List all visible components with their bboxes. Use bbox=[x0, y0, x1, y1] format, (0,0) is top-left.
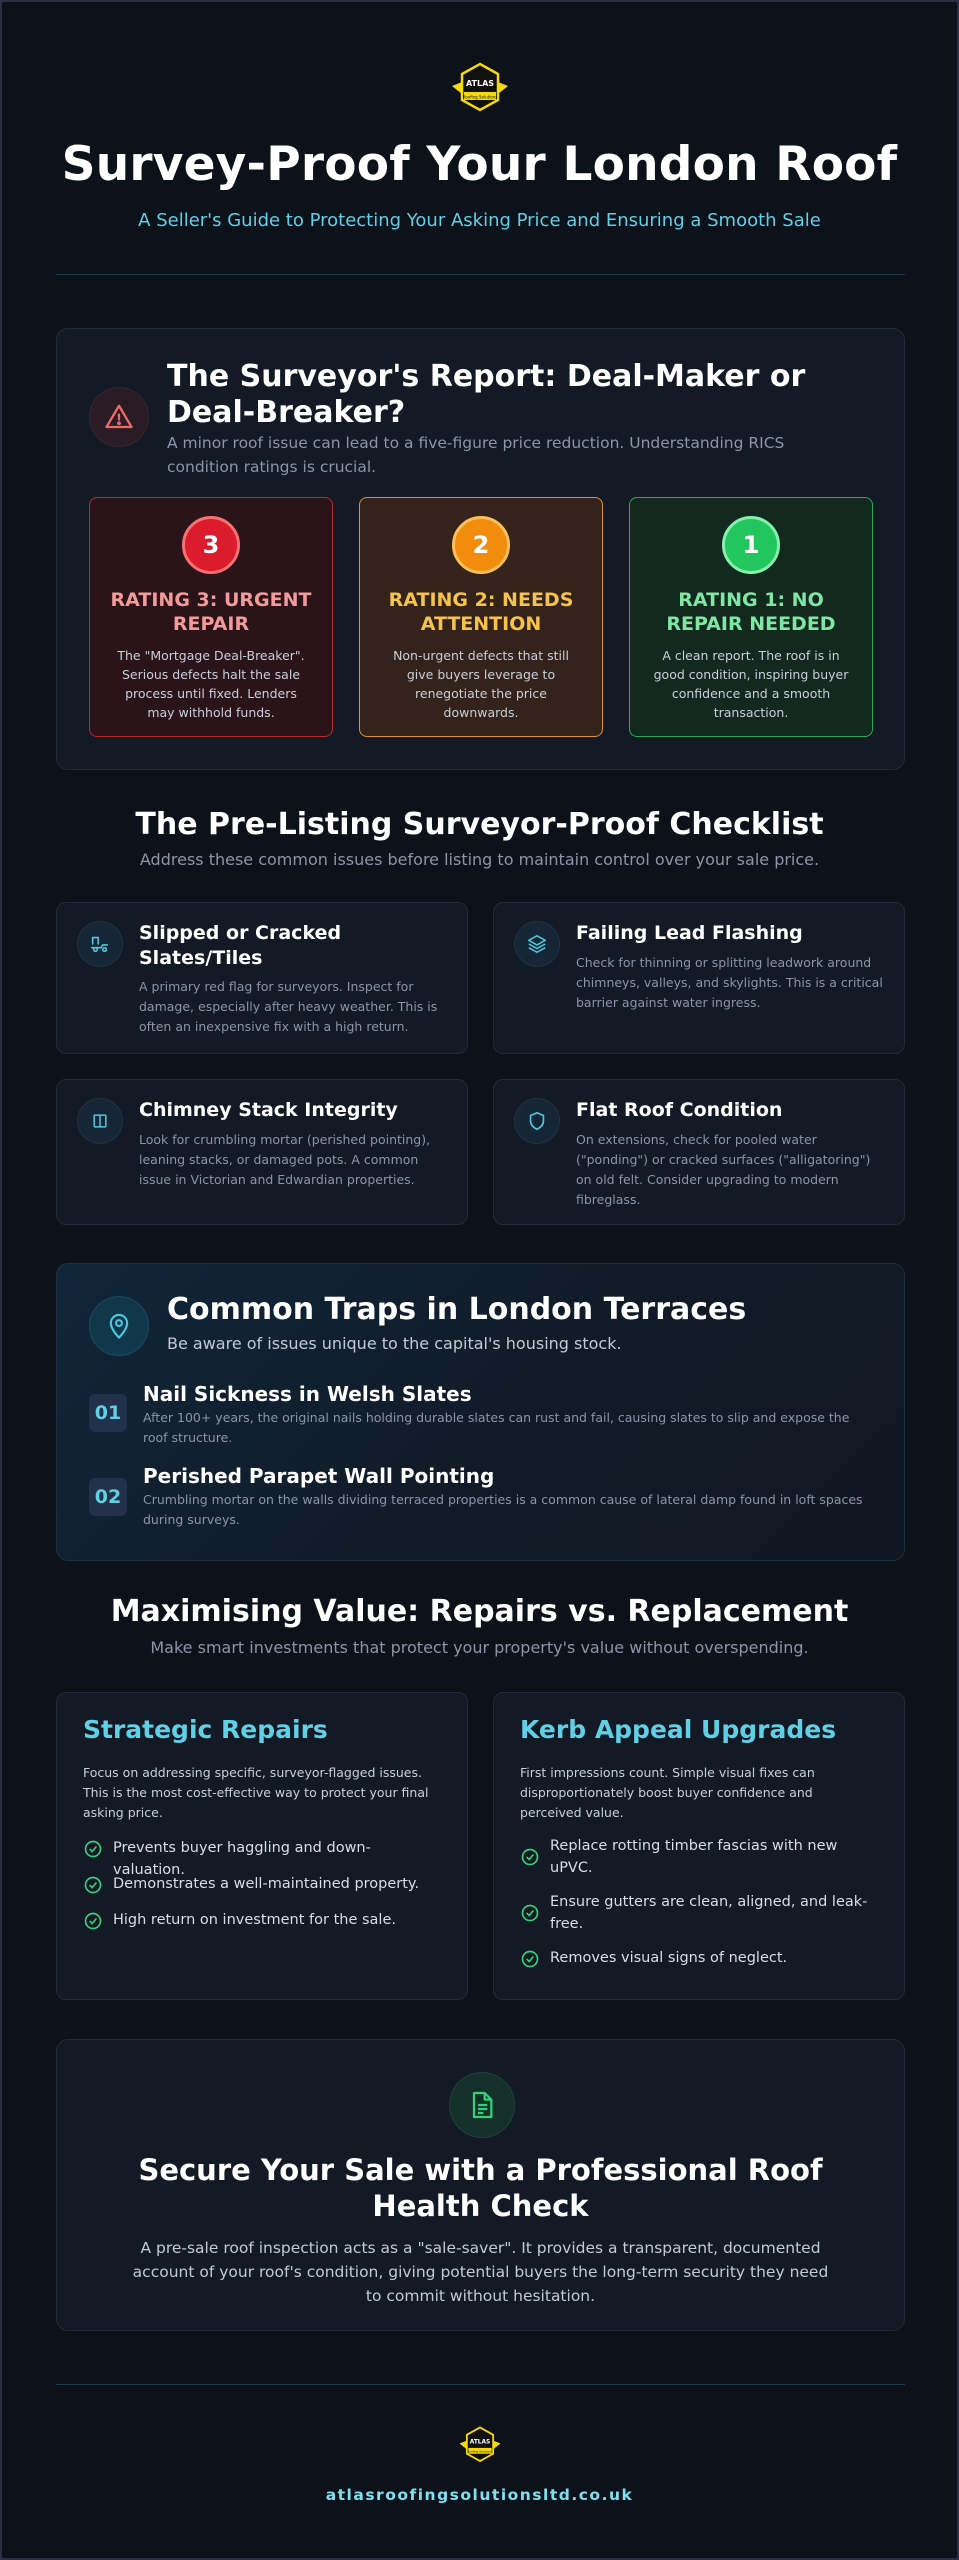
checklist-title: The Pre-Listing Surveyor-Proof Checklist bbox=[135, 807, 824, 842]
check-circle-icon bbox=[83, 1911, 103, 1931]
value-title: Maximising Value: Repairs vs. Replacement bbox=[110, 1594, 849, 1629]
trap-description: After 100+ years, the original nails holding durable slates can rust and fail, causing slates to slip and expose the roof structure. bbox=[143, 1410, 850, 1445]
rating-title: RATING 1: NO REPAIR NEEDED bbox=[666, 589, 836, 635]
rating-number: 1 bbox=[722, 516, 780, 574]
value-list-item bbox=[83, 1909, 441, 1931]
svg-text:Roofing Solutions: Roofing Solutions bbox=[466, 2449, 493, 2454]
checklist-item-title: Flat Roof Condition bbox=[576, 1099, 783, 1121]
website-link[interactable]: atlasroofingsolutionsltd.co.uk bbox=[325, 2486, 634, 2504]
shield-icon bbox=[514, 1098, 560, 1144]
divider bbox=[56, 2384, 905, 2385]
checklist-item-title: Chimney Stack Integrity bbox=[139, 1099, 398, 1121]
value-list-item-text: High return on investment for the sale. bbox=[113, 1912, 396, 1928]
checklist-item-description: Check for thinning or splitting leadwork around chimneys, valleys, and skylights. This is a critical barrier against water ingress. bbox=[576, 955, 883, 1010]
divider bbox=[56, 274, 905, 275]
check-circle-icon bbox=[520, 1949, 540, 1969]
rating-number: 2 bbox=[452, 516, 510, 574]
report-title: The Surveyor's Report: Deal-Maker or Deal-Breaker? bbox=[167, 359, 806, 430]
check-circle-icon bbox=[83, 1875, 103, 1895]
warning-icon bbox=[89, 387, 149, 447]
checklist-item-description: Look for crumbling mortar (perished pointing), leaning stacks, or damaged pots. A common issue in Victorian and Edwardian properties. bbox=[139, 1132, 431, 1187]
svg-text:ATLAS: ATLAS bbox=[465, 79, 494, 88]
rating-card-3 bbox=[89, 497, 333, 737]
brand-logo bbox=[2, 62, 957, 114]
rating-card-1 bbox=[629, 497, 873, 737]
value-list-item-text: Prevents buyer haggling and down-valuation. bbox=[113, 1840, 371, 1878]
checklist-item-title: Failing Lead Flashing bbox=[576, 922, 803, 944]
value-card-description: Focus on addressing specific, surveyor-flagged issues. This is the most cost-effective way to protect your final asking price. bbox=[83, 1765, 429, 1820]
value-list-item bbox=[83, 1873, 441, 1895]
value-list-item bbox=[520, 1947, 878, 1969]
rating-card-2 bbox=[359, 497, 603, 737]
roof-tiles-icon bbox=[77, 921, 123, 967]
check-circle-icon bbox=[520, 1903, 540, 1923]
checklist-subtitle: Address these common issues before listing to maintain control over your sale price. bbox=[139, 850, 820, 869]
svg-text:Roofing Solutions: Roofing Solutions bbox=[462, 94, 497, 100]
traps-subtitle: Be aware of issues unique to the capital's housing stock. bbox=[167, 1334, 622, 1353]
checklist-item bbox=[493, 902, 905, 1054]
rating-title: RATING 2: NEEDS ATTENTION bbox=[388, 589, 574, 635]
value-card-title: Kerb Appeal Upgrades bbox=[520, 1715, 837, 1744]
chimney-icon bbox=[77, 1098, 123, 1144]
value-card-title: Strategic Repairs bbox=[83, 1715, 328, 1744]
rating-description: Non-urgent defects that still give buyers leverage to renegotiate the price downwards. bbox=[393, 648, 569, 720]
page-subtitle: A Seller's Guide to Protecting Your Asking Price and Ensuring a Smooth Sale bbox=[138, 210, 821, 231]
cta-description: A pre-sale roof inspection acts as a "sale-saver". It provides a transparent, documented account of your roof's condition, giving potential buyers the long-term security they need to commit without hesitation. bbox=[132, 2239, 829, 2305]
trap-description: Crumbling mortar on the walls dividing terraced properties is a common cause of lateral damp found in loft spaces during surveys. bbox=[143, 1492, 863, 1527]
rating-description: The "Mortgage Deal-Breaker". Serious defects halt the sale process until fixed. Lenders may withhold funds. bbox=[117, 648, 305, 720]
value-card-repairs bbox=[56, 1692, 468, 2000]
checklist-item-title: Slipped or Cracked Slates/Tiles bbox=[139, 922, 342, 969]
checklist-item bbox=[493, 1079, 905, 1225]
page-title: Survey-Proof Your London Roof bbox=[61, 137, 898, 192]
atlas-logo-icon bbox=[456, 2426, 504, 2464]
cta-title: Secure Your Sale with a Professional Roof Health Check bbox=[138, 2153, 823, 2223]
trap-number: 01 bbox=[89, 1394, 127, 1432]
checklist-item-description: On extensions, check for pooled water ("ponding") or cracked surfaces ("alligatoring") on old felt. Consider upgrading to modern fibreglass. bbox=[576, 1132, 871, 1207]
report-description: A minor roof issue can lead to a five-figure price reduction. Understanding RICS condition ratings is crucial. bbox=[167, 434, 785, 476]
check-circle-icon bbox=[83, 1839, 103, 1859]
traps-title: Common Traps in London Terraces bbox=[167, 1292, 747, 1327]
atlas-logo-icon bbox=[448, 62, 512, 114]
check-circle-icon bbox=[520, 1847, 540, 1867]
checklist-item-description: A primary red flag for surveyors. Inspect for damage, especially after heavy weather. This is often an inexpensive fix with a high return. bbox=[139, 979, 438, 1034]
svg-text:ATLAS: ATLAS bbox=[469, 2439, 490, 2446]
traps-section bbox=[56, 1263, 905, 1561]
value-subtitle: Make smart investments that protect your property's value without overspending. bbox=[150, 1638, 809, 1657]
trap-number: 02 bbox=[89, 1478, 127, 1516]
document-icon bbox=[449, 2072, 515, 2138]
value-list-item-text: Ensure gutters are clean, aligned, and leak-free. bbox=[550, 1894, 868, 1932]
trap-title: Nail Sickness in Welsh Slates bbox=[143, 1382, 472, 1406]
value-list-item-text: Removes visual signs of neglect. bbox=[550, 1950, 788, 1966]
rating-description: A clean report. The roof is in good condition, inspiring buyer confidence and a smooth transaction. bbox=[653, 648, 849, 720]
cta-section bbox=[56, 2039, 905, 2331]
checklist-item bbox=[56, 1079, 468, 1225]
value-list-item-text: Demonstrates a well-maintained property. bbox=[113, 1876, 420, 1892]
value-list-item bbox=[520, 1891, 878, 1935]
rating-number: 3 bbox=[182, 516, 240, 574]
value-list-item bbox=[520, 1835, 878, 1879]
map-pin-icon bbox=[89, 1296, 149, 1356]
rating-title: RATING 3: URGENT REPAIR bbox=[110, 589, 312, 635]
trap-title: Perished Parapet Wall Pointing bbox=[143, 1464, 495, 1488]
value-card-description: First impressions count. Simple visual fixes can disproportionately boost buyer confidence and perceived value. bbox=[520, 1765, 815, 1820]
value-card-kerb-appeal bbox=[493, 1692, 905, 2000]
value-list-item-text: Replace rotting timber fascias with new uPVC. bbox=[550, 1838, 838, 1876]
layers-icon bbox=[514, 921, 560, 967]
checklist-item bbox=[56, 902, 468, 1054]
footer-logo bbox=[2, 2426, 957, 2464]
